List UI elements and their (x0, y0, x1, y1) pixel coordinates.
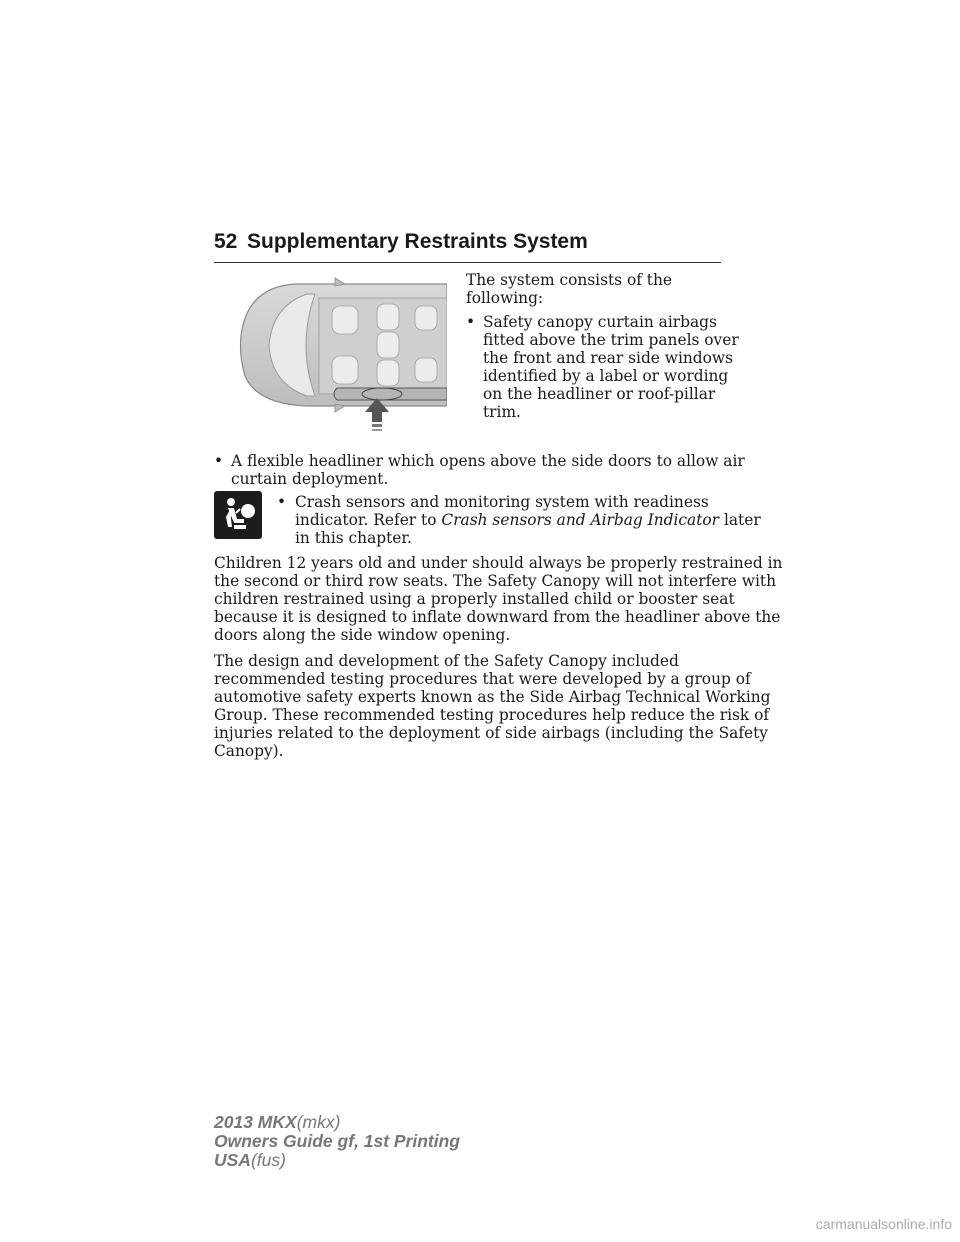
intro-line-1: The system consists of the (466, 271, 673, 289)
paragraph-line: recommended testing procedures that were developed by a group of (214, 670, 751, 688)
paragraph-line: automotive safety experts known as the Side Airbag Technical Working (214, 688, 771, 706)
cross-reference-link: Crash sensors and Airbag Indicator (441, 511, 720, 529)
bullet-3-line: Crash sensors and monitoring system with readiness (295, 493, 709, 511)
watermark: carmanualsonline.info (815, 1216, 952, 1232)
footer-line-3 (214, 1151, 460, 1170)
paragraph-line: the second or third row seats. The Safety Canopy will not interfere with (214, 572, 776, 590)
footer-model: 2013 MKX (214, 1112, 297, 1132)
bullet-1-line: on the headliner or roof-pillar (483, 385, 716, 403)
bullet-1-line: identified by a label or wording (483, 367, 729, 385)
paragraph-line: doors along the side window opening. (214, 626, 511, 644)
airbag-warning-icon (214, 491, 262, 539)
paragraph-line: The design and development of the Safety Canopy included (214, 652, 679, 670)
chapter-title: Supplementary Restraints System (247, 230, 588, 253)
footer-line-1 (214, 1113, 460, 1132)
paragraph-line: injuries related to the deployment of side airbags (including the Safety (214, 724, 769, 742)
footer-market: USA (214, 1150, 251, 1170)
bullet-marker: • (214, 452, 224, 470)
paragraph-line: children restrained using a properly installed child or booster seat (214, 590, 735, 608)
page-number: 52 (214, 230, 238, 253)
bullet-marker: • (277, 493, 287, 511)
bullet-1-line: the front and rear side windows (483, 349, 734, 367)
bullet-1-line: Safety canopy curtain airbags (483, 313, 717, 331)
vehicle-overhead-illustration (237, 276, 447, 434)
paragraph-line: Children 12 years old and under should always be properly restrained in (214, 554, 783, 572)
intro-line-2: following: (466, 289, 544, 307)
paragraph-line: Canopy). (214, 742, 284, 760)
bullet-3-line: in this chapter. (295, 529, 412, 547)
car-top-view-icon (237, 276, 447, 434)
bullet-3-text: indicator. Refer to (295, 511, 437, 529)
print-footer (214, 1113, 460, 1170)
page-header (214, 230, 721, 263)
bullet-marker: • (466, 313, 476, 331)
bullet-3-text: later (723, 511, 761, 529)
bullet-3-line (295, 511, 761, 529)
bullet-1-line: fitted above the trim panels over (483, 331, 739, 349)
footer-model-code: (mkx) (296, 1112, 341, 1132)
paragraph-line: because it is designed to inflate downward from the headliner above the (214, 608, 781, 626)
bullet-2-line: curtain deployment. (231, 470, 389, 488)
bullet-1-line: trim. (483, 403, 521, 421)
footer-line-2: Owners Guide gf, 1st Printing (214, 1131, 460, 1151)
footer-market-code: (fus) (250, 1150, 286, 1170)
paragraph-line: Group. These recommended testing procedures help reduce the risk of (214, 706, 770, 724)
bullet-2-line: A flexible headliner which opens above the side doors to allow air (231, 452, 745, 470)
